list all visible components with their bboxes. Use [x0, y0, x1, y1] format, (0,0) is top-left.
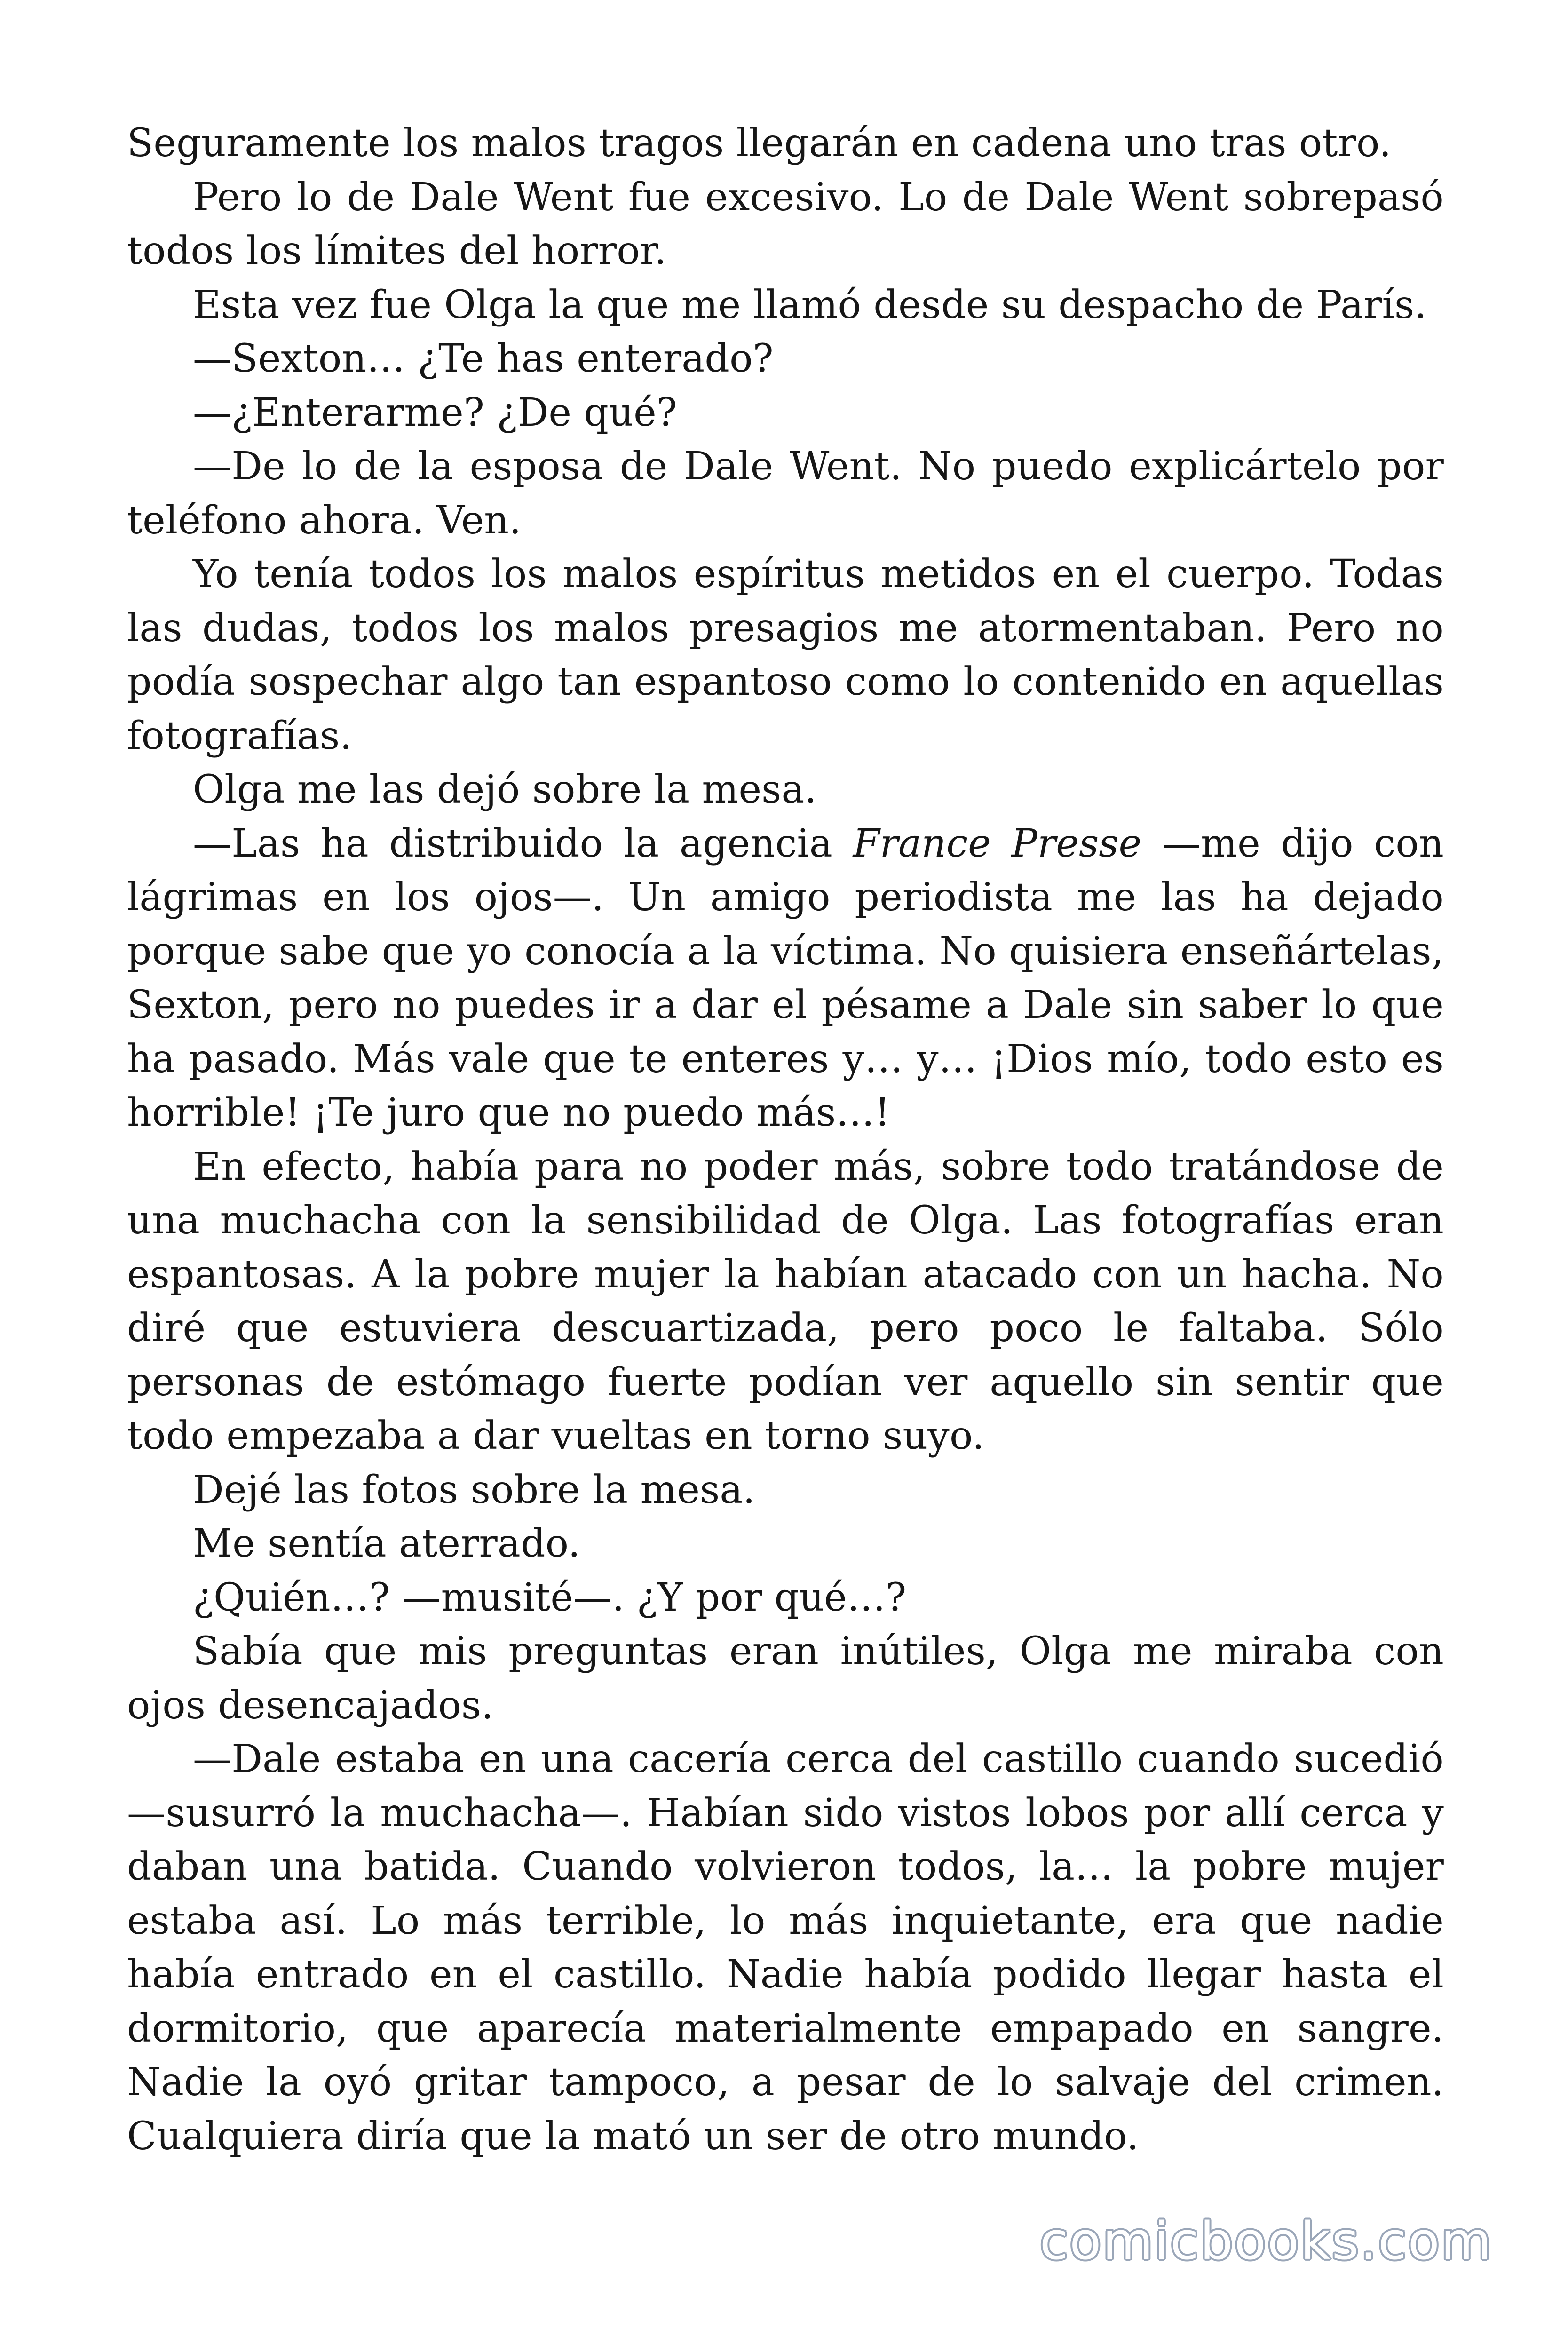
paragraph-9: [127, 817, 1444, 1140]
watermark: comicbooks.com: [1039, 2211, 1493, 2271]
paragraph-10: En efecto, había para no poder más, sobre todo tratándose de una muchacha con la sensibilidad de Olga. Las fotografías eran espantosas. A la pobre mujer la habían atacado con un hacha. No diré que estuviera descuartizada, pero poco le faltaba. Sólo personas de estómago fuerte podían ver aquello sin sentir que todo empezaba a dar vueltas en torno suyo.: [127, 1144, 1444, 1458]
paragraph-13: ¿Quién…? —musité—. ¿Y por qué…?: [193, 1575, 907, 1620]
paragraph-4: —Sexton… ¿Te has enterado?: [193, 336, 774, 381]
paragraph-9-before: —Las ha distribuido la agencia: [193, 821, 853, 866]
paragraph-11: Dejé las fotos sobre la mesa.: [193, 1467, 755, 1512]
paragraph-8: Olga me las dejó sobre la mesa.: [193, 767, 817, 812]
book-page-text: [127, 117, 1444, 2163]
paragraph-14: Sabía que mis preguntas eran inútiles, Olga me miraba con ojos desencajados.: [127, 1629, 1444, 1728]
paragraph-9-italic: France Presse: [853, 821, 1142, 866]
paragraph-2: Pero lo de Dale Went fue excesivo. Lo de Dale Went sobrepasó todos los límites del horror.: [127, 175, 1444, 273]
paragraph-6: —De lo de la esposa de Dale Went. No puedo explicártelo por teléfono ahora. Ven.: [127, 444, 1444, 543]
paragraph-3: Esta vez fue Olga la que me llamó desde su despacho de París.: [193, 282, 1427, 327]
paragraph-1: Seguramente los malos tragos llegarán en cadena uno tras otro.: [127, 121, 1392, 166]
paragraph-15: —Dale estaba en una cacería cerca del castillo cuando sucedió —susurró la muchacha—. Habían sido vistos lobos por allí cerca y daban una batida. Cuando volvieron todos, la… la pobre mujer estaba así. Lo más terrible, lo más inquietante, era que nadie había entrado en el castillo. Nadie había podido llegar hasta el dormitorio, que aparecía materialmente empapado en sangre. Nadie la oyó gritar tampoco, a pesar de lo salvaje del crimen. Cualquiera diría que la mató un ser de otro mundo.: [127, 1737, 1444, 2159]
paragraph-5: —¿Enterarme? ¿De qué?: [193, 390, 678, 435]
paragraph-9-after: —me dijo con lágrimas en los ojos—. Un amigo periodista me las ha dejado porque sabe que yo conocía a la víctima. No quisiera enseñártelas, Sexton, pero no puedes ir a dar el pésame a Dale sin saber lo que ha pasado. Más vale que te enteres y… y… ¡Dios mío, todo esto es horrible! ¡Te juro que no puedo más…!: [127, 821, 1444, 1135]
paragraph-7: Yo tenía todos los malos espíritus metidos en el cuerpo. Todas las dudas, todos los malos presagios me atormentaban. Pero no podía sospechar algo tan espantoso como lo contenido en aquellas fotografías.: [127, 552, 1444, 758]
paragraph-12: Me sentía aterrado.: [193, 1521, 581, 1566]
